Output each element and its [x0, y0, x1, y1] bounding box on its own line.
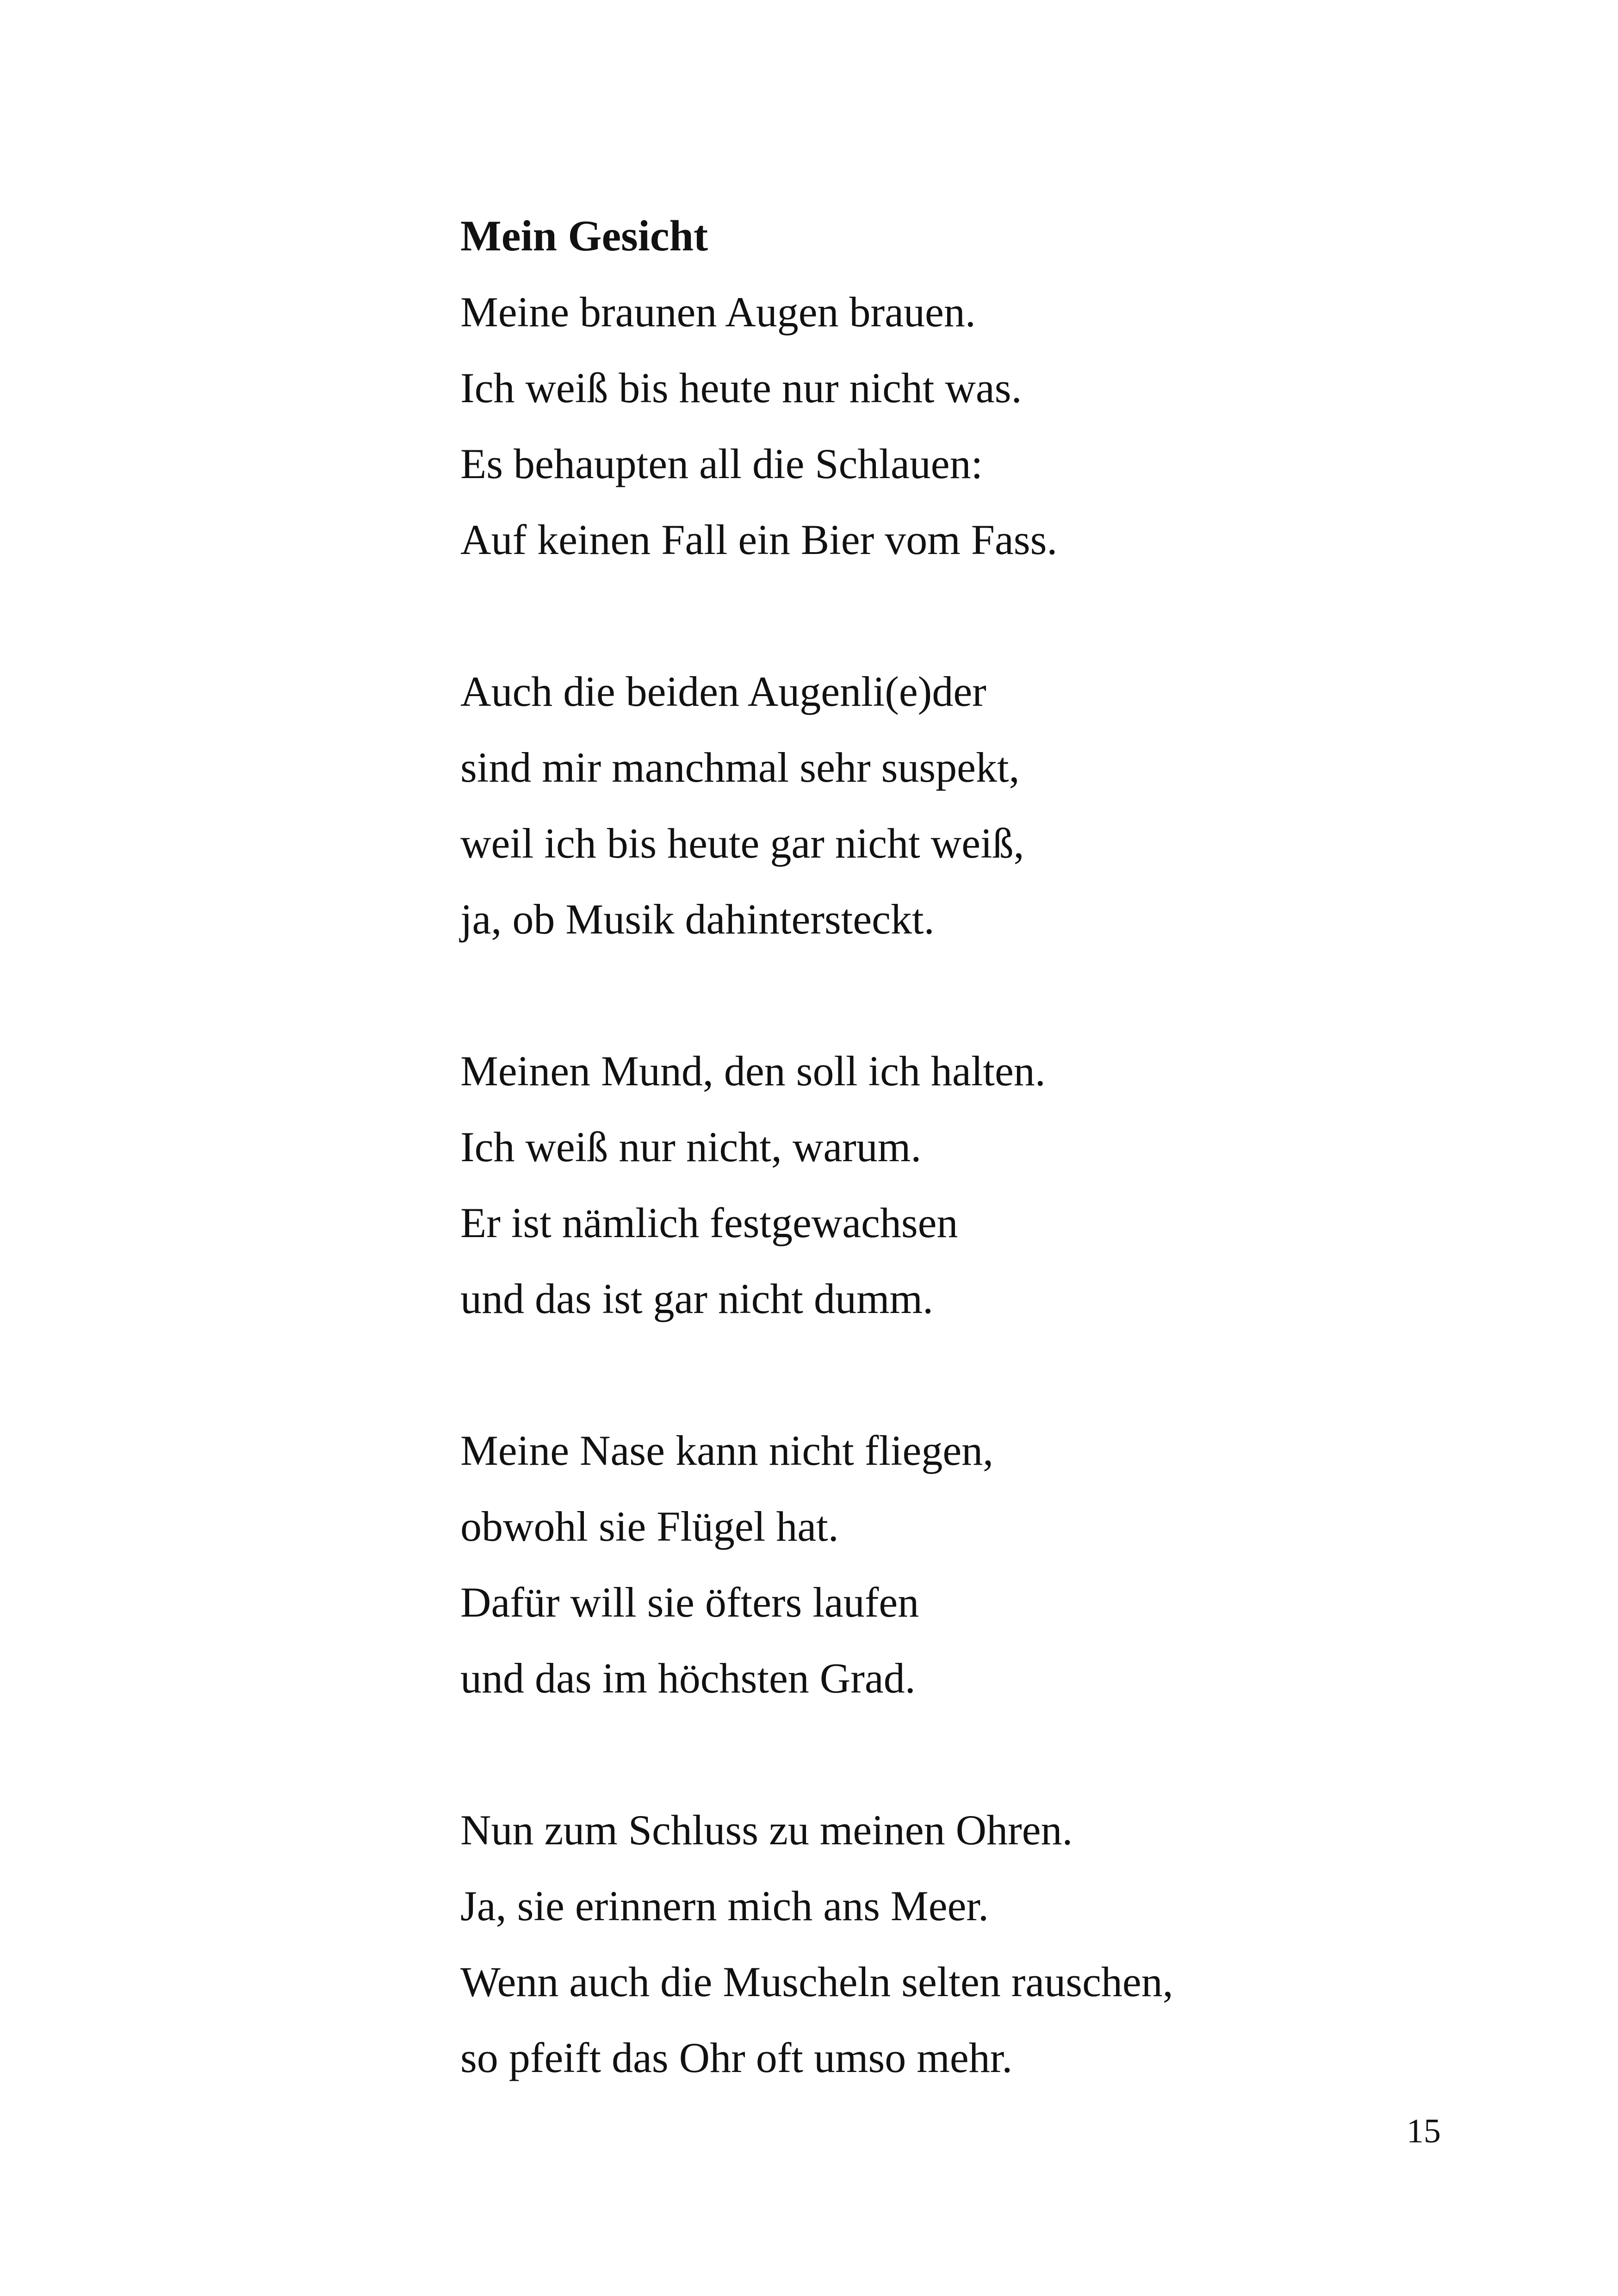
- poem-line: weil ich bis heute gar nicht weiß,: [460, 820, 1024, 867]
- poem-line: Wenn auch die Muscheln selten rauschen,: [460, 1958, 1173, 2005]
- page-number: 15: [1407, 2112, 1441, 2150]
- stanza-5: [460, 1792, 1525, 2096]
- poem-line: Er ist nämlich festgewachsen: [460, 1199, 958, 1246]
- poem-line: so pfeift das Ohr oft umso mehr.: [460, 2034, 1013, 2081]
- stanza-2: [460, 653, 1525, 957]
- poem-line: Meinen Mund, den soll ich halten.: [460, 1047, 1046, 1095]
- stanza-4: [460, 1412, 1525, 1716]
- poem-line: Dafür will sie öfters laufen: [460, 1579, 919, 1626]
- poem-line: obwohl sie Flügel hat.: [460, 1503, 839, 1550]
- poem-line: Ich weiß bis heute nur nicht was.: [460, 364, 1022, 411]
- poem-line: und das im höchsten Grad.: [460, 1655, 916, 1702]
- poem-line: Ich weiß nur nicht, warum.: [460, 1123, 922, 1170]
- poem-line: Nun zum Schluss zu meinen Ohren.: [460, 1806, 1073, 1854]
- stanza-1: [460, 274, 1525, 578]
- stanza-3: [460, 1033, 1525, 1337]
- poem-line: Es behaupten all die Schlauen:: [460, 440, 983, 487]
- poem-line: und das ist gar nicht dumm.: [460, 1275, 934, 1322]
- poem-title: Mein Gesicht: [460, 212, 708, 260]
- poem-line: Meine Nase kann nicht fliegen,: [460, 1427, 994, 1474]
- poem-line: Ja, sie erinnern mich ans Meer.: [460, 1882, 989, 1929]
- poem-line: sind mir manchmal sehr suspekt,: [460, 744, 1020, 791]
- poem-line: ja, ob Musik dahintersteckt.: [460, 896, 935, 943]
- poem: [460, 198, 1525, 2096]
- poem-line: Meine braunen Augen brauen.: [460, 288, 976, 336]
- poem-line: Auf keinen Fall ein Bier vom Fass.: [460, 516, 1058, 563]
- poem-line: Auch die beiden Augenli(e)der: [460, 668, 986, 715]
